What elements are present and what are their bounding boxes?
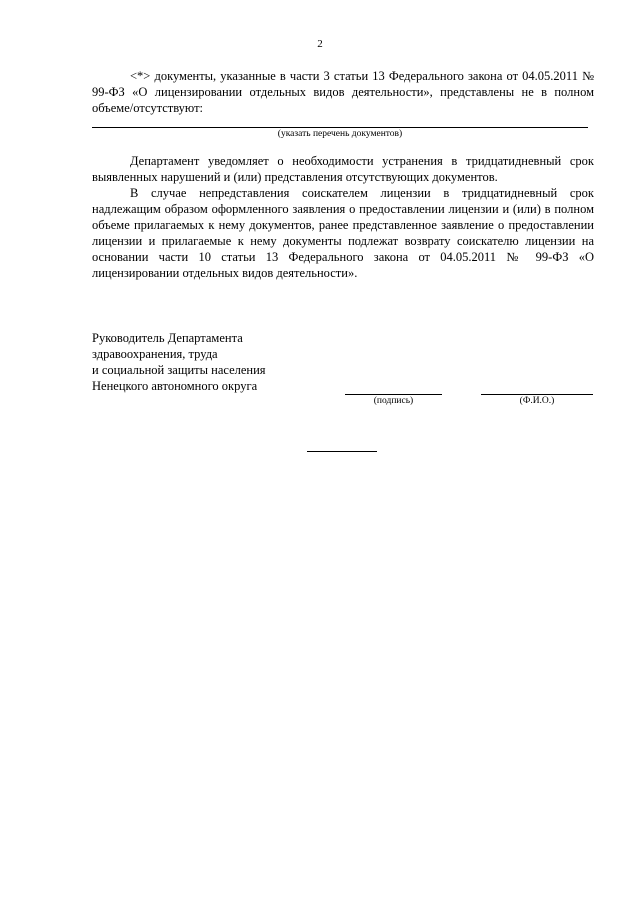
signature-caption: (подпись) bbox=[373, 396, 414, 406]
signer-position-line: здравоохранения, труда bbox=[92, 347, 218, 361]
signer-position bbox=[92, 330, 322, 394]
signature-blank-line bbox=[345, 394, 442, 395]
signer-position-line: Руководитель Департамента bbox=[92, 331, 243, 345]
name-blank-line bbox=[481, 394, 593, 395]
signer-position-line: и социальной защиты населения bbox=[92, 363, 266, 377]
return-notice-paragraph: В случае непредставления соискателем лицензии в тридцатидневный срок надлежащим образом оформленного заявления о предоставлении лицензии и (или) в полном объеме прилагаемых к нему документов, ранее представленное заявление о предоставлении лицензии и прилагаемые к нему документы подлежат возврату соискателю лицензии на основании части 10 статьи 13 Федерального закона от 04.05.2011 № 99-ФЗ «О лицензировании отдельных видов деятельности». bbox=[92, 186, 594, 280]
name-caption: (Ф.И.О.) bbox=[519, 396, 555, 406]
deadline-notice-paragraph: Департамент уведомляет о необходимости устранения в тридцатидневный срок выявленных нарушений и (или) представления отсутствующих документов. bbox=[92, 154, 594, 184]
documents-list-caption: (указать перечень документов) bbox=[277, 129, 403, 139]
missing-documents-paragraph: <*> документы, указанные в части 3 статьи 13 Федерального закона от 04.05.2011 № 99-ФЗ «О лицензировании отдельных видов деятельности», представлены не в полном объеме/отсутствуют: bbox=[92, 69, 594, 115]
documents-list-blank-line bbox=[92, 127, 588, 128]
signer-position-line: Ненецкого автономного округа bbox=[92, 379, 258, 393]
end-of-document-line bbox=[307, 451, 377, 452]
page-number: 2 bbox=[317, 38, 323, 50]
